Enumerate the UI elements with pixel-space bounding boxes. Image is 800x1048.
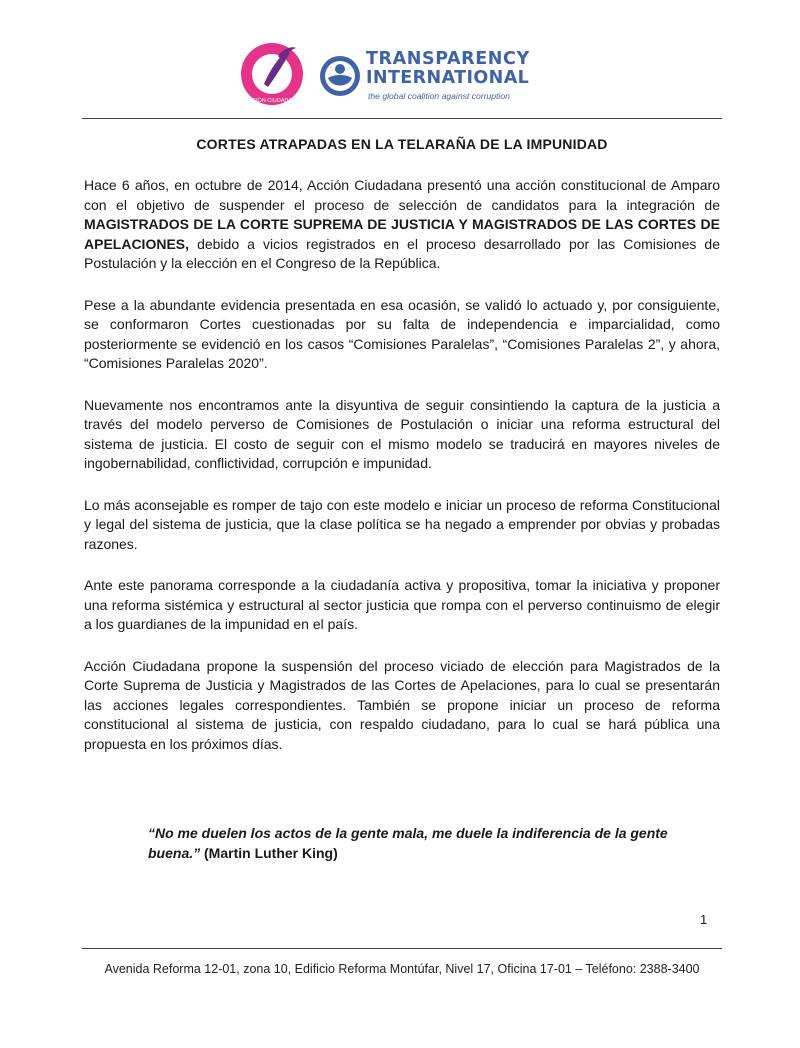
transparency-international-logo (318, 48, 548, 108)
document-title: CORTES ATRAPADAS EN LA TELARAÑA DE LA IMPUNIDAD (196, 136, 608, 152)
page-number: 1 (700, 912, 708, 927)
ti-name-line1: TRANSPARENCY (366, 49, 530, 69)
header-divider (82, 118, 722, 119)
accion-ciudadana-logo-text: ACCIÓN CIUDADANA (244, 98, 300, 104)
paragraph-1-bold: MAGISTRADOS DE LA CORTE SUPREMA DE JUSTICIA Y MAGISTRADOS DE LAS CORTES DE APELACIONES, (84, 216, 720, 252)
paragraph-1-text-b: debido a vicios registrados en el proceso desarrollado por las Comisiones de Postulación y la elección en el Congreso de la República. (84, 235, 720, 271)
ti-tagline: the global coalition against corruption (368, 91, 510, 101)
document-body (84, 176, 720, 776)
footer-divider (82, 948, 722, 949)
paragraph-5: Ante este panorama corresponde a la ciudadanía activa y propositiva, tomar la iniciativa y proponer una reforma sistémica y estructural al sector justicia que rompa con el perverso continuismo de elegir a los guardianes de la impunidad en el país. (84, 577, 720, 632)
paragraph-3: Nuevamente nos encontramos ante la disyuntiva de seguir consintiendo la captura de la justicia a través del modelo perverso de Comisiones de Postulación o iniciar una reforma estructural del sistema de justicia. El costo de seguir con el mismo modelo se traducirá en mayores niveles de ingobernabilidad, conflictividad, corrupción e impunidad. (84, 396, 720, 471)
letterhead (0, 30, 800, 120)
paragraph-1-text-a: Hace 6 años, en octubre de 2014, Acción Ciudadana presentó una acción constitucional de Amparo con el objetivo de suspender el proceso de selección de candidatos para la integración de (84, 177, 720, 213)
paragraph-2: Pese a la abundante evidencia presentada en esa ocasión, se validó lo actuado y, por consiguiente, se conformaron Cortes cuestionadas por su falta de independencia e imparcialidad, como posteriormente se evidenció en los casos “Comisiones Paralelas”, “Comisiones Paralelas 2”, y ahora, “Comisiones Paralelas 2020”. (84, 296, 720, 371)
closing-quote (148, 824, 708, 863)
paragraph-4: Lo más aconsejable es romper de tajo con este modelo e iniciar un proceso de reforma Constitucional y legal del sistema de justicia, que la clase política se ha negado a emprender por obvias y probadas razones. (84, 496, 720, 552)
quote-author: (Martin Luther King) (204, 844, 338, 861)
paragraph-6: Acción Ciudadana propone la suspensión del proceso viciado de elección para Magistrados de la Corte Suprema de Justicia y Magistrados de las Cortes de Apelaciones, para lo cual se presentarán las acciones legales correspondientes. También se propone iniciar un proceso de reforma constitucional al sistema de justicia, con respaldo ciudadano, para lo cual se hará pública una propuesta en los próximos días. (84, 657, 720, 752)
paragraph-1 (84, 176, 720, 274)
ti-globe-icon (318, 54, 362, 98)
quote-text: “No me duelen los actos de la gente mala, me duele la indiferencia de la gente buena.” (148, 825, 668, 861)
footer-address: Avenida Reforma 12-01, zona 10, Edificio Reforma Montúfar, Nivel 17, Oficina 17-01 – Teléfono: 2388-3400 (104, 962, 700, 976)
ti-name-line2: INTERNATIONAL (366, 68, 530, 88)
accion-ciudadana-logo (238, 40, 306, 108)
